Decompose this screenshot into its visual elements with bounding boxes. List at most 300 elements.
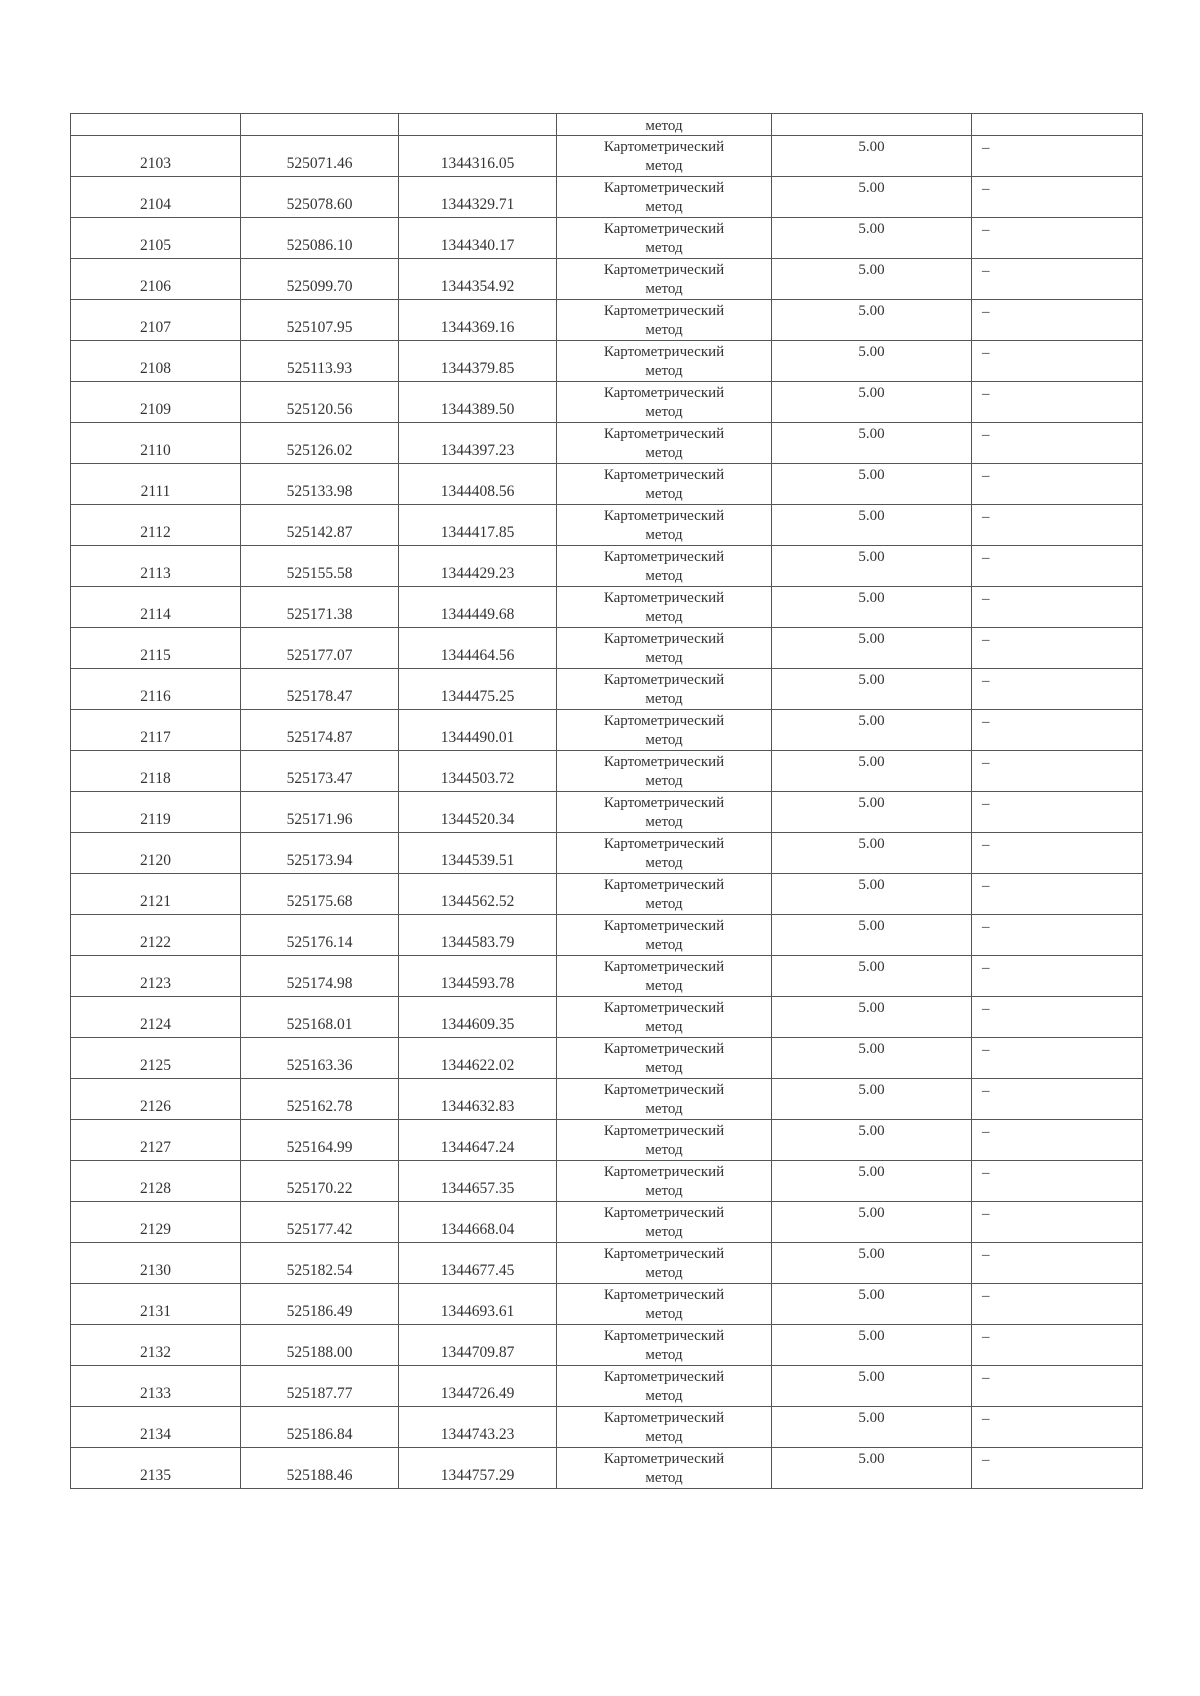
method-cell bbox=[557, 1120, 772, 1161]
point-number: 2112 bbox=[140, 523, 171, 541]
point-number: 2126 bbox=[140, 1097, 171, 1115]
point-number-cell bbox=[71, 874, 241, 915]
y-coordinate-cell bbox=[399, 1161, 557, 1202]
accuracy-cell bbox=[772, 218, 972, 259]
method-cell bbox=[557, 300, 772, 341]
y-coordinate: 1344693.61 bbox=[440, 1302, 515, 1320]
x-coordinate-cell bbox=[241, 218, 399, 259]
x-coordinate: 525126.02 bbox=[286, 441, 353, 459]
accuracy-cell bbox=[772, 874, 972, 915]
description-text: – bbox=[982, 1288, 990, 1304]
x-coordinate: 525177.07 bbox=[286, 646, 353, 664]
method-text-line1: Картометрический bbox=[603, 1164, 725, 1180]
y-coordinate: 1344622.02 bbox=[440, 1056, 515, 1074]
point-number-cell bbox=[71, 956, 241, 997]
description-cell bbox=[972, 874, 1143, 915]
description-cell bbox=[972, 1161, 1143, 1202]
accuracy-cell bbox=[772, 1161, 972, 1202]
point-number-cell bbox=[71, 300, 241, 341]
y-coordinate-cell bbox=[399, 874, 557, 915]
coordinates-table bbox=[70, 113, 1143, 1489]
method-cell bbox=[557, 874, 772, 915]
description-text: – bbox=[982, 345, 990, 361]
accuracy-cell bbox=[772, 1202, 972, 1243]
x-coordinate-cell bbox=[241, 751, 399, 792]
x-coordinate-cell bbox=[241, 259, 399, 300]
accuracy-cell bbox=[772, 915, 972, 956]
y-coordinate-cell bbox=[399, 259, 557, 300]
accuracy-cell bbox=[772, 505, 972, 546]
method-cell bbox=[557, 587, 772, 628]
description-cell bbox=[972, 1284, 1143, 1325]
description-text: – bbox=[982, 1124, 990, 1140]
accuracy-cell bbox=[772, 423, 972, 464]
description-text: – bbox=[982, 796, 990, 812]
accuracy-cell bbox=[772, 1038, 972, 1079]
description-cell bbox=[972, 546, 1143, 587]
method-text-line2: метод bbox=[645, 1224, 683, 1240]
method-text-line1: Картометрический bbox=[603, 836, 725, 852]
continuation-description-cell bbox=[972, 114, 1143, 136]
method-text-line2: метод bbox=[645, 937, 683, 953]
point-number: 2106 bbox=[140, 277, 171, 295]
y-coordinate: 1344464.56 bbox=[440, 646, 515, 664]
accuracy-cell bbox=[772, 1243, 972, 1284]
y-coordinate: 1344709.87 bbox=[440, 1343, 515, 1361]
method-text-line1: Картометрический bbox=[603, 180, 725, 196]
point-number: 2130 bbox=[140, 1261, 171, 1279]
x-coordinate: 525133.98 bbox=[286, 482, 353, 500]
accuracy-value: 5.00 bbox=[858, 877, 885, 893]
accuracy-value: 5.00 bbox=[858, 385, 885, 401]
table-row bbox=[71, 874, 1143, 915]
x-coordinate: 525168.01 bbox=[286, 1015, 353, 1033]
x-coordinate-cell bbox=[241, 587, 399, 628]
y-coordinate-cell bbox=[399, 1202, 557, 1243]
point-number-cell bbox=[71, 1448, 241, 1489]
accuracy-cell bbox=[772, 710, 972, 751]
point-number-cell bbox=[71, 1079, 241, 1120]
point-number-cell bbox=[71, 710, 241, 751]
method-text-line2: метод bbox=[645, 1388, 683, 1404]
point-number: 2132 bbox=[140, 1343, 171, 1361]
x-coordinate: 525173.47 bbox=[286, 769, 353, 787]
description-text: – bbox=[982, 1411, 990, 1427]
x-coordinate-cell bbox=[241, 710, 399, 751]
y-coordinate: 1344429.23 bbox=[440, 564, 515, 582]
y-coordinate: 1344379.85 bbox=[440, 359, 515, 377]
accuracy-cell bbox=[772, 136, 972, 177]
table-row bbox=[71, 423, 1143, 464]
accuracy-value: 5.00 bbox=[858, 631, 885, 647]
accuracy-cell bbox=[772, 628, 972, 669]
method-cell bbox=[557, 1366, 772, 1407]
description-cell bbox=[972, 1448, 1143, 1489]
description-text: – bbox=[982, 591, 990, 607]
x-coordinate: 525155.58 bbox=[286, 564, 353, 582]
y-coordinate: 1344329.71 bbox=[440, 195, 515, 213]
point-number: 2113 bbox=[140, 564, 171, 582]
accuracy-cell bbox=[772, 1120, 972, 1161]
table-row bbox=[71, 1202, 1143, 1243]
description-text: – bbox=[982, 1247, 990, 1263]
y-coordinate-cell bbox=[399, 546, 557, 587]
description-text: – bbox=[982, 1001, 990, 1017]
point-number-cell bbox=[71, 1366, 241, 1407]
accuracy-value: 5.00 bbox=[858, 1451, 885, 1467]
method-text-line1: Картометрический bbox=[603, 918, 725, 934]
point-number-cell bbox=[71, 423, 241, 464]
method-text-line1: Картометрический bbox=[603, 672, 725, 688]
y-coordinate-cell bbox=[399, 423, 557, 464]
x-coordinate-cell bbox=[241, 1325, 399, 1366]
table-row bbox=[71, 382, 1143, 423]
method-cell bbox=[557, 382, 772, 423]
point-number-cell bbox=[71, 915, 241, 956]
y-coordinate: 1344397.23 bbox=[440, 441, 515, 459]
x-coordinate-cell bbox=[241, 833, 399, 874]
description-cell bbox=[972, 1325, 1143, 1366]
point-number-cell bbox=[71, 669, 241, 710]
point-number: 2111 bbox=[140, 482, 171, 500]
method-text-line2: метод bbox=[645, 1183, 683, 1199]
y-coordinate-cell bbox=[399, 1325, 557, 1366]
method-text-line2: метод bbox=[645, 322, 683, 338]
x-coordinate: 525188.00 bbox=[286, 1343, 353, 1361]
method-text-line2: метод bbox=[645, 609, 683, 625]
table-row bbox=[71, 1120, 1143, 1161]
accuracy-value: 5.00 bbox=[858, 1287, 885, 1303]
method-text-line1: Картометрический bbox=[603, 1205, 725, 1221]
method-text-line2: метод bbox=[645, 1142, 683, 1158]
method-text-line1: Картометрический bbox=[603, 959, 725, 975]
accuracy-cell bbox=[772, 1407, 972, 1448]
description-cell bbox=[972, 956, 1143, 997]
table-row bbox=[71, 751, 1143, 792]
y-coordinate-cell bbox=[399, 1284, 557, 1325]
point-number: 2123 bbox=[140, 974, 171, 992]
accuracy-cell bbox=[772, 1284, 972, 1325]
y-coordinate-cell bbox=[399, 751, 557, 792]
continuation-row bbox=[71, 114, 1143, 136]
accuracy-value: 5.00 bbox=[858, 795, 885, 811]
table-row bbox=[71, 341, 1143, 382]
method-cell bbox=[557, 259, 772, 300]
y-coordinate-cell bbox=[399, 1366, 557, 1407]
accuracy-value: 5.00 bbox=[858, 1000, 885, 1016]
method-cell bbox=[557, 956, 772, 997]
table-row bbox=[71, 1161, 1143, 1202]
table-row bbox=[71, 792, 1143, 833]
continuation-num-cell bbox=[71, 114, 241, 136]
x-coordinate-cell bbox=[241, 1407, 399, 1448]
description-cell bbox=[972, 587, 1143, 628]
method-text-line1: Картометрический bbox=[603, 631, 725, 647]
description-text: – bbox=[982, 878, 990, 894]
point-number: 2122 bbox=[140, 933, 171, 951]
description-text: – bbox=[982, 673, 990, 689]
accuracy-cell bbox=[772, 1366, 972, 1407]
method-text-line1: Картометрический bbox=[603, 1000, 725, 1016]
method-text-line2: метод bbox=[645, 896, 683, 912]
accuracy-cell bbox=[772, 300, 972, 341]
description-cell bbox=[972, 669, 1143, 710]
x-coordinate: 525177.42 bbox=[286, 1220, 353, 1238]
x-coordinate-cell bbox=[241, 1161, 399, 1202]
y-coordinate-cell bbox=[399, 1079, 557, 1120]
point-number-cell bbox=[71, 1120, 241, 1161]
accuracy-value: 5.00 bbox=[858, 1082, 885, 1098]
table-row bbox=[71, 1325, 1143, 1366]
point-number-cell bbox=[71, 1407, 241, 1448]
point-number: 2104 bbox=[140, 195, 171, 213]
accuracy-value: 5.00 bbox=[858, 836, 885, 852]
accuracy-value: 5.00 bbox=[858, 549, 885, 565]
point-number-cell bbox=[71, 792, 241, 833]
method-text-line1: Картометрический bbox=[603, 303, 725, 319]
point-number: 2120 bbox=[140, 851, 171, 869]
description-text: – bbox=[982, 1452, 990, 1468]
point-number: 2108 bbox=[140, 359, 171, 377]
x-coordinate-cell bbox=[241, 1448, 399, 1489]
method-cell bbox=[557, 1243, 772, 1284]
point-number: 2118 bbox=[140, 769, 171, 787]
method-text-line1: Картометрический bbox=[603, 221, 725, 237]
y-coordinate-cell bbox=[399, 1243, 557, 1284]
accuracy-value: 5.00 bbox=[858, 672, 885, 688]
method-text-line2: метод bbox=[645, 1019, 683, 1035]
continuation-accuracy-cell bbox=[772, 114, 972, 136]
method-cell bbox=[557, 177, 772, 218]
y-coordinate-cell bbox=[399, 710, 557, 751]
y-coordinate: 1344647.24 bbox=[440, 1138, 515, 1156]
description-text: – bbox=[982, 960, 990, 976]
y-coordinate: 1344408.56 bbox=[440, 482, 515, 500]
method-text-line2: метод bbox=[645, 363, 683, 379]
method-cell bbox=[557, 997, 772, 1038]
point-number-cell bbox=[71, 1161, 241, 1202]
description-cell bbox=[972, 177, 1143, 218]
description-cell bbox=[972, 915, 1143, 956]
x-coordinate-cell bbox=[241, 505, 399, 546]
point-number-cell bbox=[71, 997, 241, 1038]
point-number: 2116 bbox=[140, 687, 171, 705]
method-text-line1: Картометрический bbox=[603, 467, 725, 483]
x-coordinate-cell bbox=[241, 628, 399, 669]
x-coordinate: 525120.56 bbox=[286, 400, 353, 418]
y-coordinate: 1344389.50 bbox=[440, 400, 515, 418]
x-coordinate: 525186.84 bbox=[286, 1425, 353, 1443]
x-coordinate-cell bbox=[241, 136, 399, 177]
y-coordinate-cell bbox=[399, 177, 557, 218]
method-text-line1: Картометрический bbox=[603, 795, 725, 811]
y-coordinate: 1344562.52 bbox=[440, 892, 515, 910]
accuracy-value: 5.00 bbox=[858, 467, 885, 483]
method-cell bbox=[557, 546, 772, 587]
point-number-cell bbox=[71, 833, 241, 874]
point-number: 2110 bbox=[140, 441, 171, 459]
accuracy-value: 5.00 bbox=[858, 959, 885, 975]
point-number-cell bbox=[71, 136, 241, 177]
point-number: 2114 bbox=[140, 605, 171, 623]
accuracy-value: 5.00 bbox=[858, 508, 885, 524]
description-text: – bbox=[982, 1165, 990, 1181]
accuracy-value: 5.00 bbox=[858, 1410, 885, 1426]
x-coordinate-cell bbox=[241, 1079, 399, 1120]
y-coordinate: 1344539.51 bbox=[440, 851, 515, 869]
method-text-line1: Картометрический bbox=[603, 754, 725, 770]
accuracy-value: 5.00 bbox=[858, 590, 885, 606]
description-text: – bbox=[982, 304, 990, 320]
y-coordinate: 1344583.79 bbox=[440, 933, 515, 951]
x-coordinate-cell bbox=[241, 1202, 399, 1243]
point-number-cell bbox=[71, 1325, 241, 1366]
x-coordinate-cell bbox=[241, 792, 399, 833]
method-cell bbox=[557, 423, 772, 464]
table-row bbox=[71, 1038, 1143, 1079]
accuracy-cell bbox=[772, 259, 972, 300]
table-row bbox=[71, 1366, 1143, 1407]
accuracy-cell bbox=[772, 669, 972, 710]
y-coordinate-cell bbox=[399, 833, 557, 874]
x-coordinate: 525176.14 bbox=[286, 933, 353, 951]
x-coordinate-cell bbox=[241, 177, 399, 218]
method-text-line1: Картометрический bbox=[603, 1041, 725, 1057]
table-row bbox=[71, 833, 1143, 874]
y-coordinate-cell bbox=[399, 956, 557, 997]
method-text-line2: метод bbox=[645, 978, 683, 994]
x-coordinate-cell bbox=[241, 915, 399, 956]
point-number: 2133 bbox=[140, 1384, 171, 1402]
y-coordinate-cell bbox=[399, 1448, 557, 1489]
method-text-line1: Картометрический bbox=[603, 262, 725, 278]
description-cell bbox=[972, 1243, 1143, 1284]
description-cell bbox=[972, 1407, 1143, 1448]
point-number-cell bbox=[71, 546, 241, 587]
table-row bbox=[71, 505, 1143, 546]
description-text: – bbox=[982, 714, 990, 730]
method-text-line2: метод bbox=[645, 1060, 683, 1076]
x-coordinate-cell bbox=[241, 1120, 399, 1161]
description-cell bbox=[972, 1038, 1143, 1079]
point-number: 2131 bbox=[140, 1302, 171, 1320]
method-text-line2: метод bbox=[645, 650, 683, 666]
point-number-cell bbox=[71, 382, 241, 423]
description-text: – bbox=[982, 919, 990, 935]
method-text-line1: Картометрический bbox=[603, 1082, 725, 1098]
table-body bbox=[71, 114, 1143, 1489]
method-cell bbox=[557, 1038, 772, 1079]
method-text-line2: метод bbox=[645, 1306, 683, 1322]
accuracy-value: 5.00 bbox=[858, 1164, 885, 1180]
point-number: 2109 bbox=[140, 400, 171, 418]
method-text-line2: метод bbox=[645, 855, 683, 871]
y-coordinate: 1344503.72 bbox=[440, 769, 515, 787]
description-cell bbox=[972, 382, 1143, 423]
x-coordinate-cell bbox=[241, 1366, 399, 1407]
method-text-line1: Картометрический bbox=[603, 1451, 725, 1467]
x-coordinate: 525171.96 bbox=[286, 810, 353, 828]
description-cell bbox=[972, 136, 1143, 177]
point-number: 2107 bbox=[140, 318, 171, 336]
accuracy-value: 5.00 bbox=[858, 303, 885, 319]
x-coordinate-cell bbox=[241, 464, 399, 505]
description-text: – bbox=[982, 1206, 990, 1222]
table-row bbox=[71, 587, 1143, 628]
description-text: – bbox=[982, 509, 990, 525]
description-text: – bbox=[982, 632, 990, 648]
method-text-line2: метод bbox=[645, 158, 683, 174]
table-row bbox=[71, 915, 1143, 956]
description-text: – bbox=[982, 1329, 990, 1345]
y-coordinate-cell bbox=[399, 1407, 557, 1448]
y-coordinate: 1344743.23 bbox=[440, 1425, 515, 1443]
y-coordinate: 1344520.34 bbox=[440, 810, 515, 828]
method-cell bbox=[557, 751, 772, 792]
accuracy-cell bbox=[772, 382, 972, 423]
method-text-line1: Картометрический bbox=[603, 877, 725, 893]
y-coordinate-cell bbox=[399, 218, 557, 259]
method-cell bbox=[557, 218, 772, 259]
x-coordinate: 525107.95 bbox=[286, 318, 353, 336]
description-text: – bbox=[982, 263, 990, 279]
description-cell bbox=[972, 628, 1143, 669]
accuracy-cell bbox=[772, 177, 972, 218]
x-coordinate: 525182.54 bbox=[286, 1261, 353, 1279]
accuracy-value: 5.00 bbox=[858, 1369, 885, 1385]
method-text-line1: Картометрический bbox=[603, 1410, 725, 1426]
accuracy-cell bbox=[772, 1079, 972, 1120]
method-cell bbox=[557, 915, 772, 956]
accuracy-cell bbox=[772, 956, 972, 997]
x-coordinate-cell bbox=[241, 956, 399, 997]
x-coordinate-cell bbox=[241, 669, 399, 710]
method-cell bbox=[557, 505, 772, 546]
accuracy-value: 5.00 bbox=[858, 1041, 885, 1057]
y-coordinate-cell bbox=[399, 1038, 557, 1079]
accuracy-cell bbox=[772, 587, 972, 628]
y-coordinate: 1344677.45 bbox=[440, 1261, 515, 1279]
y-coordinate-cell bbox=[399, 136, 557, 177]
accuracy-cell bbox=[772, 751, 972, 792]
accuracy-value: 5.00 bbox=[858, 713, 885, 729]
y-coordinate: 1344449.68 bbox=[440, 605, 515, 623]
x-coordinate-cell bbox=[241, 546, 399, 587]
point-number: 2135 bbox=[140, 1466, 171, 1484]
description-cell bbox=[972, 423, 1143, 464]
method-cell bbox=[557, 669, 772, 710]
y-coordinate: 1344632.83 bbox=[440, 1097, 515, 1115]
point-number: 2128 bbox=[140, 1179, 171, 1197]
y-coordinate: 1344475.25 bbox=[440, 687, 515, 705]
description-text: – bbox=[982, 468, 990, 484]
accuracy-value: 5.00 bbox=[858, 1246, 885, 1262]
description-cell bbox=[972, 1079, 1143, 1120]
description-cell bbox=[972, 259, 1143, 300]
method-cell bbox=[557, 1407, 772, 1448]
description-cell bbox=[972, 505, 1143, 546]
description-cell bbox=[972, 751, 1143, 792]
table-row bbox=[71, 1407, 1143, 1448]
point-number: 2124 bbox=[140, 1015, 171, 1033]
x-coordinate-cell bbox=[241, 341, 399, 382]
point-number-cell bbox=[71, 259, 241, 300]
accuracy-cell bbox=[772, 997, 972, 1038]
description-cell bbox=[972, 710, 1143, 751]
table-row bbox=[71, 1448, 1143, 1489]
accuracy-value: 5.00 bbox=[858, 139, 885, 155]
description-text: – bbox=[982, 386, 990, 402]
